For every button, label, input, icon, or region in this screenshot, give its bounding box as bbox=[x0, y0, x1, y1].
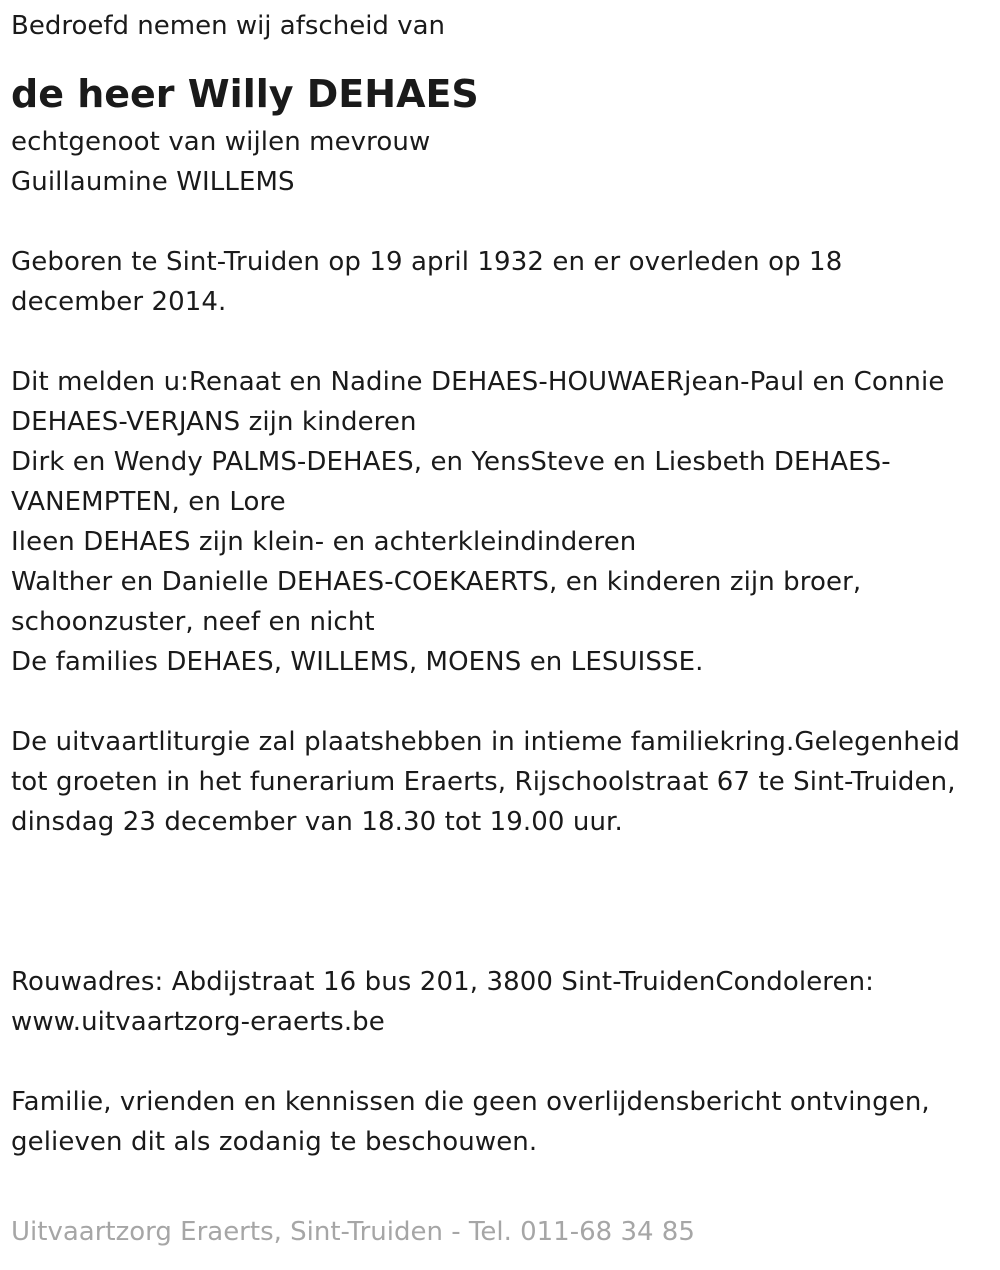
family-line: schoonzuster, neef en nicht bbox=[11, 607, 375, 637]
family-line: De families DEHAES, WILLEMS, MOENS en LESUISSE. bbox=[11, 647, 704, 677]
spouse-line: echtgenoot van wijlen mevrouw bbox=[11, 127, 431, 157]
spacer bbox=[11, 202, 989, 242]
closing-section bbox=[11, 1082, 989, 1162]
liturgy-line: dinsdag 23 december van 18.30 tot 19.00 uur. bbox=[11, 807, 623, 837]
address-section bbox=[11, 962, 989, 1042]
spouse-line: Guillaumine WILLEMS bbox=[11, 167, 295, 197]
spacer bbox=[11, 842, 989, 962]
family-line: Walther en Danielle DEHAES-COEKAERTS, en kinderen zijn broer, bbox=[11, 567, 862, 597]
closing-line: Familie, vrienden en kennissen die geen overlijdensbericht ontvingen, bbox=[11, 1087, 930, 1117]
family-line: Dit melden u:Renaat en Nadine DEHAES-HOUWAERjean-Paul en Connie bbox=[11, 367, 945, 397]
spacer bbox=[11, 322, 989, 362]
family-section bbox=[11, 362, 989, 682]
liturgy-line: tot groeten in het funerarium Eraerts, Rijschoolstraat 67 te Sint-Truiden, bbox=[11, 767, 956, 797]
birth-death-section bbox=[11, 242, 989, 322]
birth-death-line: Geboren te Sint-Truiden op 19 april 1932 en er overleden op 18 bbox=[11, 247, 843, 277]
spouse-section bbox=[11, 122, 989, 202]
intro-text: Bedroefd nemen wij afscheid van bbox=[11, 11, 445, 41]
family-line: Dirk en Wendy PALMS-DEHAES, en YensSteve en Liesbeth DEHAES- bbox=[11, 447, 891, 477]
deceased-name: de heer Willy DEHAES bbox=[11, 72, 479, 116]
family-line: VANEMPTEN, en Lore bbox=[11, 487, 286, 517]
funeral-home-footer: Uitvaartzorg Eraerts, Sint-Truiden - Tel. 011-68 34 85 bbox=[11, 1217, 695, 1247]
liturgy-line: De uitvaartliturgie zal plaatshebben in intieme familiekring.Gelegenheid bbox=[11, 727, 960, 757]
condolence-link[interactable]: www.uitvaartzorg-eraerts.be bbox=[11, 1007, 385, 1037]
liturgy-section bbox=[11, 722, 989, 842]
closing-line: gelieven dit als zodanig te beschouwen. bbox=[11, 1127, 538, 1157]
birth-death-line: december 2014. bbox=[11, 287, 227, 317]
spacer bbox=[11, 682, 989, 722]
family-line: DEHAES-VERJANS zijn kinderen bbox=[11, 407, 417, 437]
family-line: Ileen DEHAES zijn klein- en achterkleindinderen bbox=[11, 527, 637, 557]
address-line: Rouwadres: Abdijstraat 16 bus 201, 3800 Sint-TruidenCondoleren: bbox=[11, 967, 875, 997]
spacer bbox=[11, 1042, 989, 1082]
